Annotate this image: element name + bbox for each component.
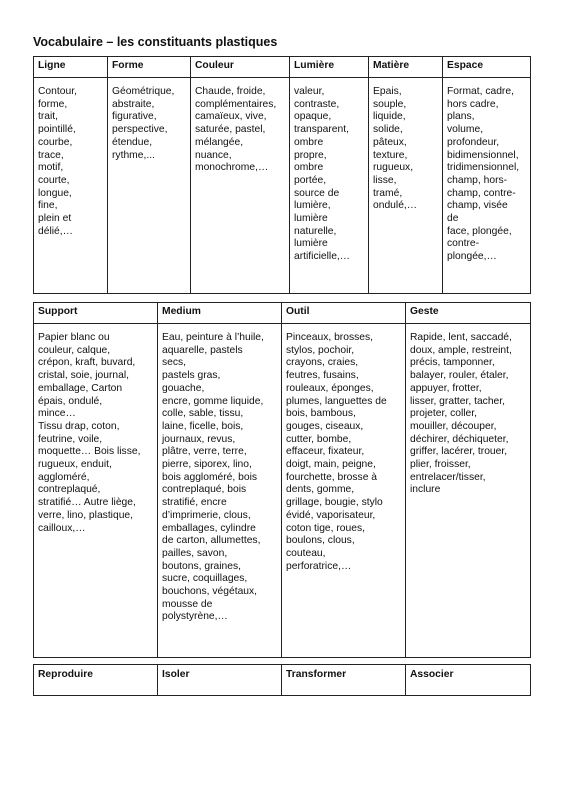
cell-text-line: doux, ample, restreint, bbox=[410, 344, 512, 356]
cell-text-line: ombre bbox=[294, 136, 324, 148]
cell-text-line: coton tige, roues, bbox=[286, 522, 365, 534]
cell-support bbox=[34, 324, 158, 658]
cell-text-line: rouleaux, éponges, bbox=[286, 382, 374, 394]
header-row bbox=[34, 57, 531, 78]
cell-text-line: sucre, coquillages, bbox=[162, 573, 248, 585]
cell-text-line: couleur, calque, bbox=[38, 344, 111, 356]
header-reproduire: Reproduire bbox=[34, 665, 158, 696]
header-support: Support bbox=[34, 303, 158, 324]
cell-text-line: figurative, bbox=[112, 111, 157, 123]
cell-text-line: précis, tamponner, bbox=[410, 357, 495, 369]
cell-text-line: hors cadre, bbox=[447, 98, 499, 110]
cell-text-line: valeur, bbox=[294, 86, 325, 97]
cell-text-line: Eau, peinture à l’huile, bbox=[162, 332, 264, 343]
cell-text-line: laine, ficelle, bois, bbox=[162, 420, 244, 432]
cell-text-line: contre- bbox=[447, 238, 480, 250]
header-geste: Geste bbox=[406, 303, 531, 324]
cell-text-line: mousse de bbox=[162, 598, 213, 610]
cell-text-line: source de bbox=[294, 187, 340, 199]
cell-text-line: plans, bbox=[447, 111, 475, 123]
cell-text-line: projeter, coller, bbox=[410, 408, 477, 420]
cell-text-line: stratifié, encre bbox=[162, 497, 227, 509]
content-row bbox=[34, 78, 531, 294]
cell-text-line: crépon, kraft, buvard, bbox=[38, 357, 136, 369]
cell-text-line: texture, bbox=[373, 149, 408, 161]
cell-text-line: déchirer, déchiqueter, bbox=[410, 433, 509, 445]
cell-text-line: champ, contre- bbox=[447, 187, 516, 199]
header-espace: Espace bbox=[443, 57, 531, 78]
cell-text-line: trace, bbox=[38, 149, 64, 161]
header-row bbox=[34, 303, 531, 324]
cell-text-line: secs, bbox=[162, 357, 187, 369]
cell-lumiere bbox=[290, 78, 369, 294]
cell-text-line: feutrine, voile, bbox=[38, 433, 103, 445]
cell-text-line: emballages, cylindre bbox=[162, 522, 256, 534]
header-associer: Associer bbox=[406, 665, 531, 696]
cell-ligne bbox=[34, 78, 108, 294]
cell-text-line: colle, sable, tissu, bbox=[162, 408, 244, 420]
cell-text-line: lumière, bbox=[294, 200, 331, 212]
cell-text-line: champ, hors- bbox=[447, 174, 508, 186]
cell-text-line: Chaude, froide, bbox=[195, 86, 266, 97]
cell-text-line: liquide, bbox=[373, 111, 406, 123]
cell-text-line: pointillé, bbox=[38, 124, 76, 136]
cell-text-line: champ, visée bbox=[447, 200, 508, 212]
cell-medium bbox=[158, 324, 282, 658]
cell-text-line: bidimensionnel, bbox=[447, 149, 519, 161]
cell-text-line: dents, gomme, bbox=[286, 484, 355, 496]
cell-text-line: feutres, fusains, bbox=[286, 370, 359, 382]
cell-text-line: polystyrène,… bbox=[162, 611, 228, 623]
cell-text-line: perforatrice,… bbox=[286, 560, 352, 572]
cell-text-line: lisser, gratter, tacher, bbox=[410, 395, 506, 407]
cell-text-line: Contour, bbox=[38, 86, 77, 97]
cell-text-line: tramé, bbox=[373, 187, 403, 199]
cell-text-line: stylos, pochoir, bbox=[286, 344, 355, 356]
header-isoler: Isoler bbox=[158, 665, 282, 696]
cell-text-line: pastels gras, bbox=[162, 370, 221, 382]
cell-text-line: d’imprimerie, clous, bbox=[162, 509, 251, 521]
cell-text-line: cailloux,… bbox=[38, 522, 86, 534]
cell-forme bbox=[108, 78, 191, 294]
cell-text-line: gouache, bbox=[162, 382, 205, 394]
cell-text-line: rythme,... bbox=[112, 149, 155, 161]
cell-text-line: volume, bbox=[447, 124, 484, 136]
cell-text-line: plier, froisser, bbox=[410, 459, 471, 471]
cell-text-line: perspective, bbox=[112, 124, 168, 136]
constituents-table bbox=[33, 56, 531, 294]
cell-outil bbox=[282, 324, 406, 658]
cell-text-line: pâteux, bbox=[373, 136, 407, 148]
cell-text-line: fine, bbox=[38, 200, 58, 212]
cell-text-line: évidé, vaporisateur, bbox=[286, 509, 376, 521]
cell-text-line: courbe, bbox=[38, 136, 73, 148]
cell-text-line: motif, bbox=[38, 162, 64, 174]
cell-text-line: bois aggloméré, bois bbox=[162, 471, 258, 483]
header-forme: Forme bbox=[108, 57, 191, 78]
cell-text-line: contreplaqué, bbox=[38, 484, 101, 496]
cell-text-line: mince… bbox=[38, 408, 76, 420]
cell-text-line: ondulé,… bbox=[373, 200, 418, 212]
cell-text-line: portée, bbox=[294, 174, 327, 186]
cell-text-line: lisse, bbox=[373, 174, 397, 186]
cell-text-line: nuance, bbox=[195, 149, 232, 161]
content-row bbox=[34, 324, 531, 658]
cell-text-line: délié,… bbox=[38, 225, 73, 237]
header-couleur: Couleur bbox=[191, 57, 290, 78]
cell-text-line: Epais, bbox=[373, 86, 402, 97]
cell-text-line: Pinceaux, brosses, bbox=[286, 332, 373, 343]
header-lumiere: Lumière bbox=[290, 57, 369, 78]
cell-text-line: solide, bbox=[373, 124, 403, 136]
cell-text-line: plâtre, verre, terre, bbox=[162, 446, 247, 458]
cell-text-line: lumière bbox=[294, 213, 328, 225]
cell-text-line: entrelacer/tisser, bbox=[410, 471, 486, 483]
cell-text-line: griffer, lacérer, trouer, bbox=[410, 446, 508, 458]
cell-text-line: journaux, revus, bbox=[162, 433, 236, 445]
cell-text-line: boulons, clous, bbox=[286, 535, 355, 547]
cell-text-line: Rapide, lent, saccadé, bbox=[410, 332, 512, 343]
header-outil: Outil bbox=[282, 303, 406, 324]
cell-text-line: doigt, main, peigne, bbox=[286, 459, 376, 471]
cell-text-line: monochrome,… bbox=[195, 162, 269, 174]
cell-text-line: abstraite, bbox=[112, 98, 155, 110]
header-ligne: Ligne bbox=[34, 57, 108, 78]
header-matiere: Matière bbox=[369, 57, 443, 78]
cell-text-line: pailles, savon, bbox=[162, 547, 228, 559]
cell-text-line: contraste, bbox=[294, 98, 340, 110]
cell-text-line: rugueux, enduit, bbox=[38, 459, 112, 471]
header-transformer: Transformer bbox=[282, 665, 406, 696]
cell-couleur bbox=[191, 78, 290, 294]
cell-text-line: crayons, craies, bbox=[286, 357, 359, 369]
cell-text-line: grillage, bougie, stylo bbox=[286, 497, 383, 509]
cell-text-line: emballage, Carton bbox=[38, 382, 123, 394]
cell-text-line: courte, bbox=[38, 174, 70, 186]
cell-text-line: artificielle,… bbox=[294, 251, 351, 263]
cell-text-line: boutons, graines, bbox=[162, 560, 241, 572]
cell-text-line: face, plongée, bbox=[447, 225, 512, 237]
cell-text-line: stratifié… Autre liège, bbox=[38, 497, 136, 509]
cell-text-line: Format, cadre, bbox=[447, 86, 514, 97]
cell-text-line: cristal, soie, journal, bbox=[38, 370, 129, 382]
cell-text-line: naturelle, bbox=[294, 225, 337, 237]
cell-text-line: inclure bbox=[410, 484, 441, 496]
cell-text-line: pierre, siporex, lino, bbox=[162, 459, 252, 471]
cell-text-line: mélangée, bbox=[195, 136, 244, 148]
cell-text-line: balayer, rouler, étaler, bbox=[410, 370, 509, 382]
cell-text-line: effaceur, fixateur, bbox=[286, 446, 365, 458]
cell-text-line: appuyer, frotter, bbox=[410, 382, 482, 394]
cell-text-line: saturée, pastel, bbox=[195, 124, 266, 136]
cell-text-line: de carton, allumettes, bbox=[162, 535, 261, 547]
cell-text-line: profondeur, bbox=[447, 136, 500, 148]
cell-matiere bbox=[369, 78, 443, 294]
cell-text-line: épais, ondulé, bbox=[38, 395, 103, 407]
cell-text-line: encre, gomme liquide, bbox=[162, 395, 264, 407]
cell-text-line: couteau, bbox=[286, 547, 326, 559]
materials-table bbox=[33, 302, 531, 658]
cell-text-line: étendue, bbox=[112, 136, 153, 148]
cell-text-line: cutter, bombe, bbox=[286, 433, 352, 445]
cell-text-line: lumière bbox=[294, 238, 328, 250]
cell-text-line: mouiller, découper, bbox=[410, 420, 497, 432]
cell-text-line: verre, lino, plastique, bbox=[38, 509, 134, 521]
cell-text-line: moquette… Bois lisse, bbox=[38, 446, 141, 458]
header-medium: Medium bbox=[158, 303, 282, 324]
cell-text-line: propre, bbox=[294, 149, 327, 161]
cell-text-line: longue, bbox=[38, 187, 72, 199]
cell-text-line: aquarelle, pastels bbox=[162, 344, 243, 356]
cell-text-line: camaïeux, vive, bbox=[195, 111, 267, 123]
cell-text-line: bouchons, végétaux, bbox=[162, 586, 258, 598]
cell-text-line: Papier blanc ou bbox=[38, 332, 110, 343]
cell-text-line: souple, bbox=[373, 98, 407, 110]
cell-text-line: de bbox=[447, 213, 459, 225]
cell-text-line: gouges, ciseaux, bbox=[286, 420, 364, 432]
cell-text-line: ombre bbox=[294, 162, 324, 174]
cell-text-line: Géométrique, bbox=[112, 86, 175, 97]
header-row bbox=[34, 665, 531, 696]
page-title: Vocabulaire – les constituants plastiques bbox=[33, 35, 278, 49]
cell-text-line: plein et bbox=[38, 213, 72, 225]
cell-text-line: complémentaires, bbox=[195, 98, 277, 110]
cell-text-line: plongée,… bbox=[447, 251, 497, 263]
operations-table bbox=[33, 664, 531, 696]
cell-espace bbox=[443, 78, 531, 294]
cell-text-line: plumes, languettes de bbox=[286, 395, 387, 407]
cell-text-line: forme, bbox=[38, 98, 68, 110]
cell-geste bbox=[406, 324, 531, 658]
cell-text-line: contreplaqué, bois bbox=[162, 484, 247, 496]
cell-text-line: transparent, bbox=[294, 124, 349, 136]
cell-text-line: opaque, bbox=[294, 111, 332, 123]
cell-text-line: tridimensionnel, bbox=[447, 162, 520, 174]
cell-text-line: aggloméré, bbox=[38, 471, 90, 483]
cell-text-line: Tissu drap, coton, bbox=[38, 420, 120, 432]
cell-text-line: bois, bambous, bbox=[286, 408, 356, 420]
cell-text-line: fourchette, brosse à bbox=[286, 471, 378, 483]
cell-text-line: rugueux, bbox=[373, 162, 414, 174]
cell-text-line: trait, bbox=[38, 111, 59, 123]
